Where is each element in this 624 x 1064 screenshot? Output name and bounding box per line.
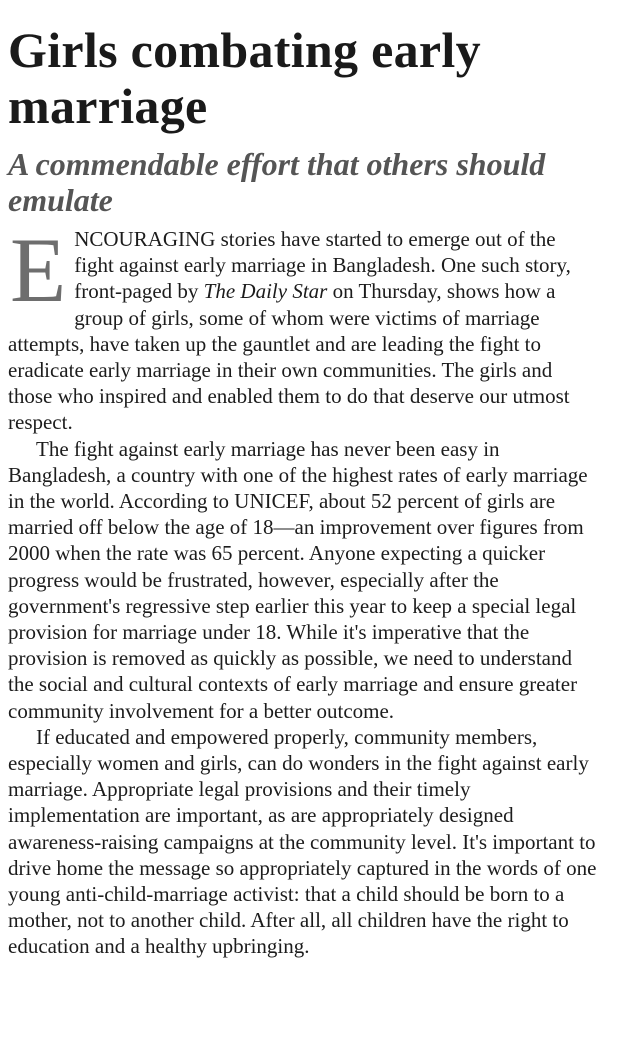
subheadline: A commendable effort that others should emulate xyxy=(8,146,546,218)
publication-name: The Daily Star xyxy=(203,279,328,304)
paragraph-1-lead: NCOURAGING stories have started to emerge out of the fight against early marriage in Bangladesh. One such story, front-paged by xyxy=(74,227,571,304)
drop-cap: E xyxy=(10,219,67,321)
article-body xyxy=(8,219,600,960)
paragraph-1-rest: on Thursday, shows how a group of girls, some of whom were victims of marriage attempts, have taken up the gauntlet and are leading the fight to eradicate early marriage in their own communities. The girls and those who inspired and enabled them to do that deserve our utmost respect. xyxy=(8,279,570,435)
paragraph-2: The fight against early marriage has never been easy in Bangladesh, a country with one of the highest rates of early marriage in the world. According to UNICEF, about 52 percent of girls are married off below the age of 18—an improvement over figures from 2000 when the rate was 65 percent. Anyone expecting a quicker progress would be frustrated, however, especially after the government's regressive step earlier this year to keep a special legal provision for marriage under 18. While it's imperative that the provision is removed as quickly as possible, we need to understand the social and cultural contexts of early marriage and ensure greater community involvement for a better outcome. xyxy=(8,436,588,723)
paragraph-1 xyxy=(8,219,600,436)
headline: Girls combating early marriage xyxy=(8,22,481,134)
editorial-article xyxy=(8,0,600,960)
paragraph-3: If educated and empowered properly, community members, especially women and girls, can do wonders in the fight against early marriage. Appropriate legal provisions and their timely implementation are important, as are appropriately designed awareness-raising campaigns at the community level. It's important to drive home the message so appropriately captured in the words of one young anti-child-marriage activist: that a child should be born to a mother, not to another child. After all, all children have the right to education and a healthy upbringing. xyxy=(8,724,597,959)
